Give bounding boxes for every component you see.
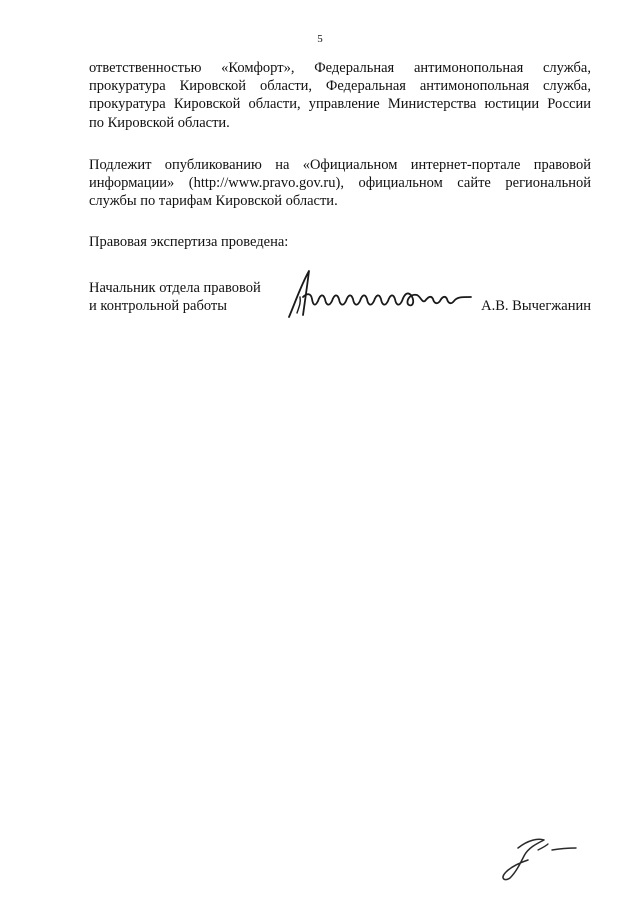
handwritten-initials-icon (488, 826, 580, 886)
paragraph-line: по Кировской области. (89, 114, 230, 131)
signatory-title (89, 279, 289, 315)
paragraph-line: службы по тарифам Кировской области. (89, 193, 338, 210)
paragraph-line: информации» (http://www.pravo.gov.ru), официальном сайте региональной (89, 175, 591, 192)
paragraph-recipients (89, 59, 591, 132)
paragraph-line: ответственностью «Комфорт», Федеральная антимонопольная служба, (89, 60, 591, 76)
paragraph-line: Подлежит опубликованию на «Официальном интернет-портале правовой (89, 157, 591, 173)
signatory-name: А.В. Вычегжанин (481, 298, 591, 314)
paragraph-line: прокуратура Кировской области, Федеральная антимонопольная служба, (89, 78, 591, 95)
paragraph-line: прокуратура Кировской области, управление Министерства юстиции России (89, 96, 591, 113)
handwritten-signature-icon (285, 267, 475, 319)
paragraph-publication (89, 156, 591, 211)
paragraph-legal-review: Правовая экспертиза проведена: (89, 234, 289, 250)
signatory-title-line: и контрольной работы (89, 298, 227, 315)
signature-block (89, 279, 591, 319)
page-number: 5 (317, 33, 323, 45)
signatory-title-line: Начальник отдела правовой (89, 280, 261, 296)
